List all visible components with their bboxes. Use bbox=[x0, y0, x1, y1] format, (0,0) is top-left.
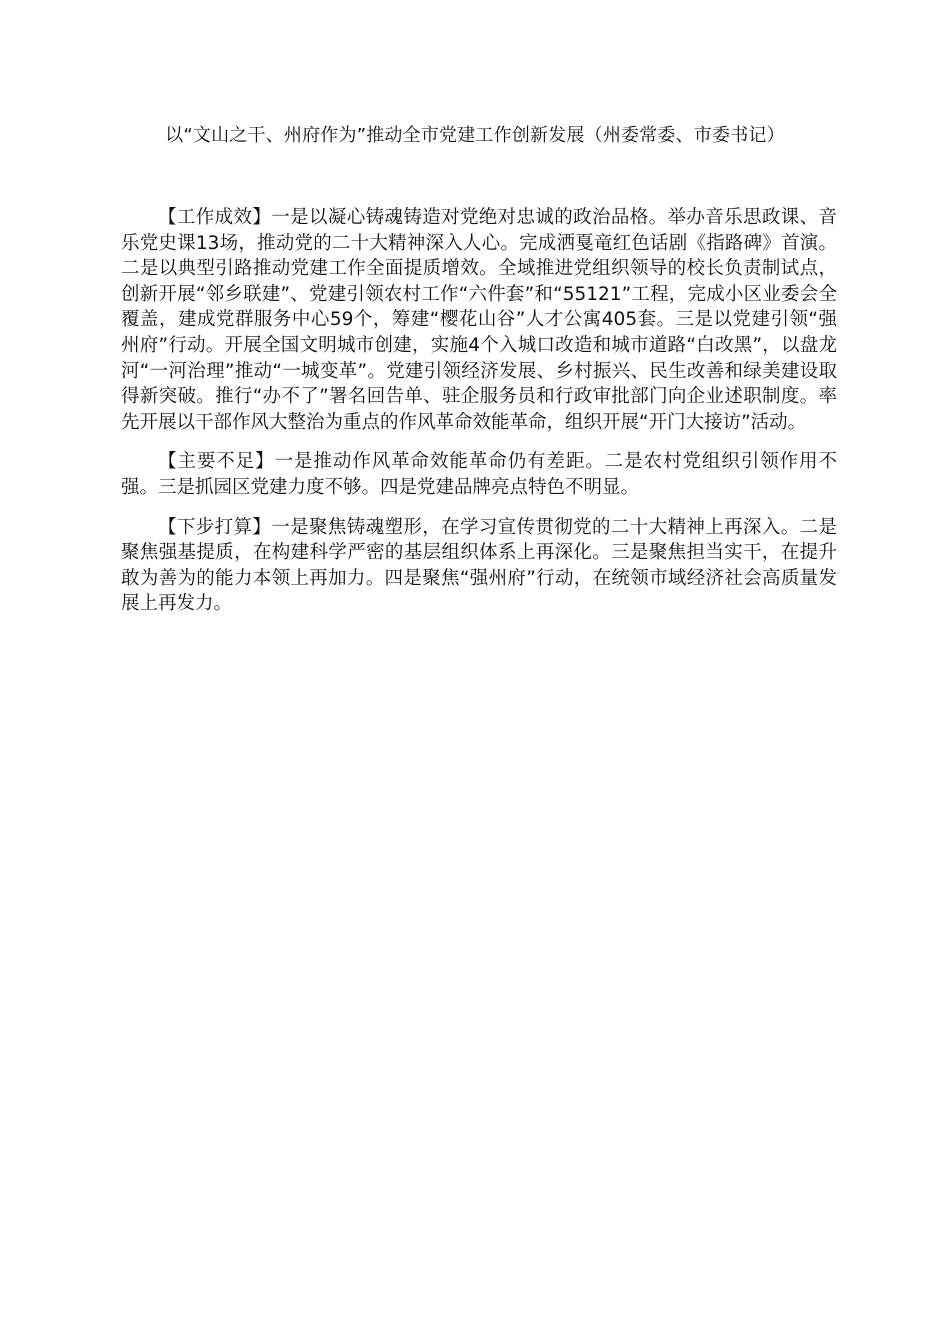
paragraph-text-main-shortcomings: 一是推动作风革命效能革命仍有差距。二是农村党组织引领作用不强。三是抓园区党建力度不够。四是党建品牌亮点特色不明显。 bbox=[121, 451, 837, 498]
document-title: 以“文山之干、州府作为”推动全市党建工作创新发展（州委常委、市委书记） bbox=[165, 125, 785, 146]
paragraph-text-next-plans: 一是聚焦铸魂塑形，在学习宣传贯彻党的二十大精神上再深入。二是聚焦强基提质，在构建科学严密的基层组织体系上再深化。三是聚焦担当实干，在提升敢为善为的能力本领上再加力。四是聚焦“强州府”行动，在统领市域经济社会高质量发展上再发力。 bbox=[121, 516, 837, 615]
section-tag-main-shortcomings: 【主要不足】 bbox=[158, 451, 275, 473]
paragraph-main-shortcomings bbox=[121, 449, 837, 500]
paragraph-text-work-results: 一是以凝心铸魂铸造对党绝对忠诚的政治品格。举办音乐思政课、音乐党史课13场，推动党的二十大精神深入人心。完成洒戛竜红色话剧《指路碑》首演。二是以典型引路推动党建工作全面提质增效。全域推进党组织领导的校长负责制试点，创新开展“邻乡联建”、党建引领农村工作“六件套”和“55121”工程，完成小区业委会全覆盖，建成党群服务中心59个，筹建“樱花山谷”人才公寓405套。三是以党建引领“强州府”行动。开展全国文明城市创建，实施4个入城口改造和城市道路“白改黑”，以盘龙河“一河治理”推动“一城变革”。党建引领经济发展、乡村振兴、民生改善和绿美建设取得新突破。推行“办不了”署名回告单、驻企服务员和行政审批部门向企业述职制度。率先开展以干部作风大整治为重点的作风革命效能革命，组织开展“开门大接访”活动。 bbox=[121, 207, 837, 433]
paragraph-work-results bbox=[121, 205, 837, 435]
paragraph-next-plans bbox=[121, 515, 837, 617]
section-tag-next-plans: 【下步打算】 bbox=[158, 516, 272, 538]
section-tag-work-results: 【工作成效】 bbox=[158, 207, 272, 228]
document-body bbox=[121, 205, 837, 631]
